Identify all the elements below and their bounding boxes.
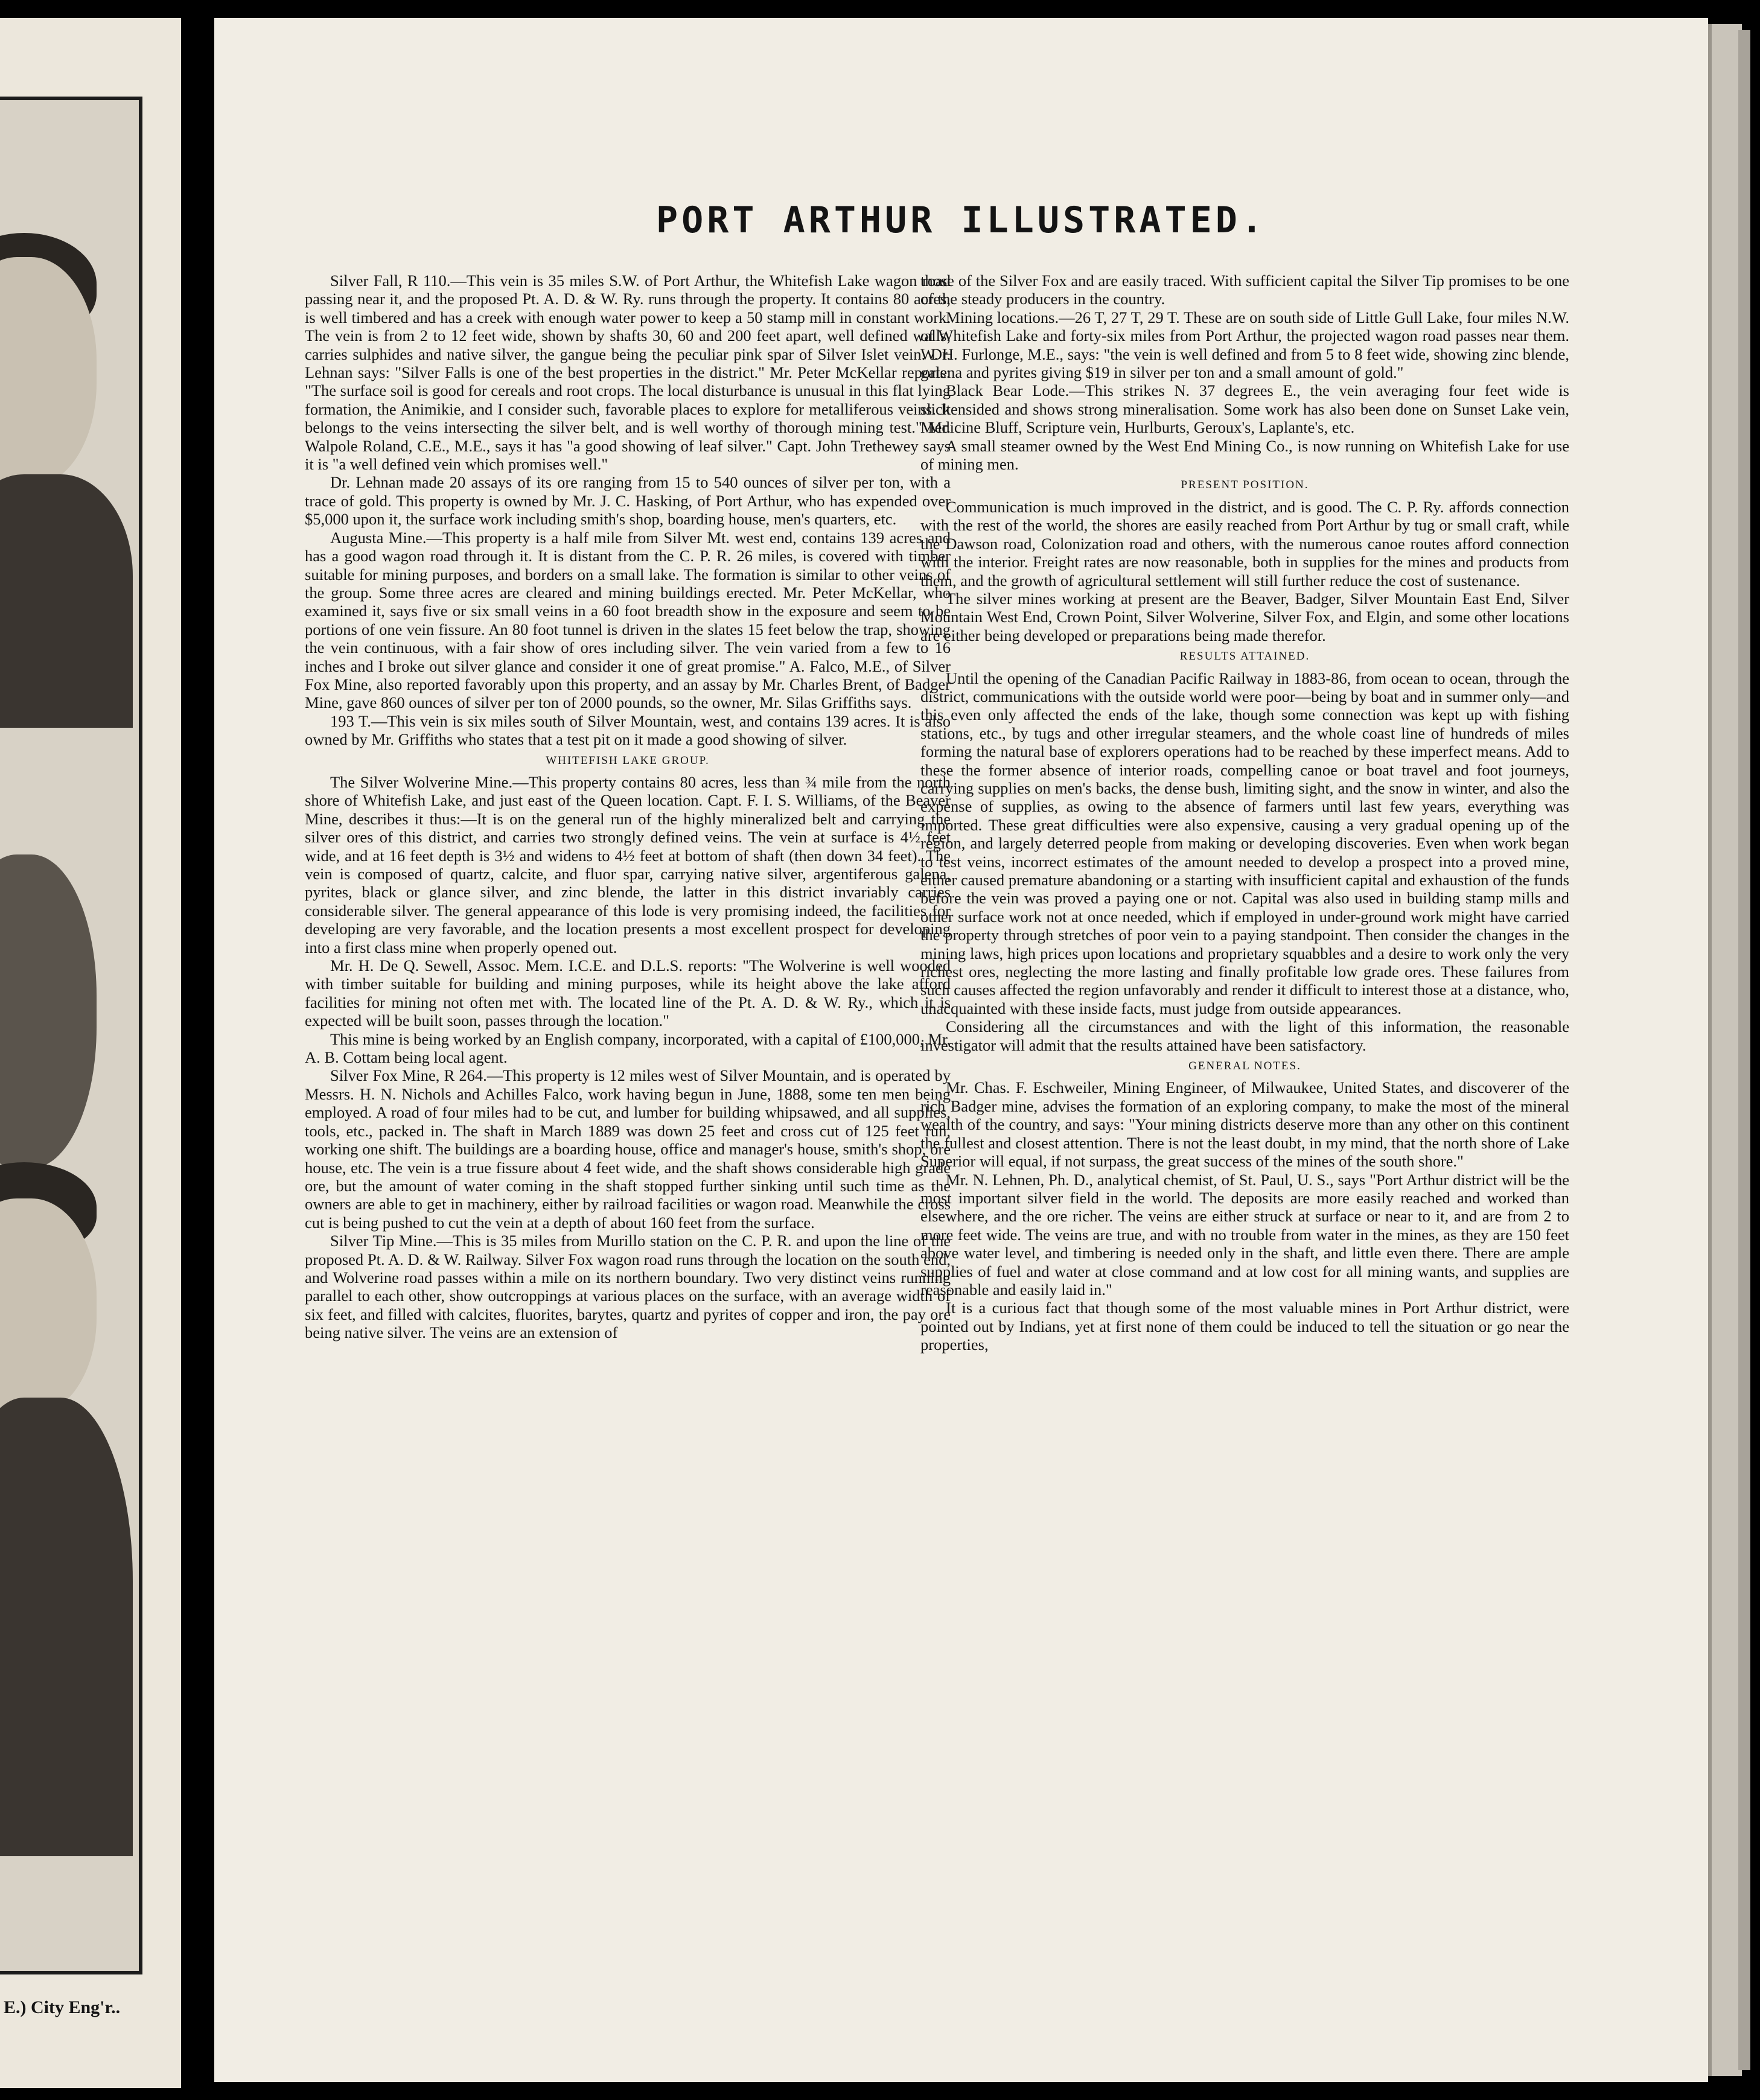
page-stack-edge (1708, 24, 1742, 2076)
paragraph: Communication is much improved in the district, and is good. The C. P. Ry. affords connection with the rest of the world, the shores are easily reached from Port Arthur by tug or small craft, while the Dawson road, Colonization road and others, with the numerous canoe routes afford connection with the interior. Freight rates are now reasonable, both in supplies for the mines and products from them, and the growth of agricultural settlement will still further reduce the cost of sustenance. (920, 497, 1569, 590)
paragraph: Silver Tip Mine.—This is 35 miles from Murillo station on the C. P. R. and upon the line of the proposed Pt. A. D. & W. Railway. Silver Fox wagon road runs through the location on the south end, and Wolverine road passes within a mile on its northern boundary. Two very distinct veins running parallel to each other, show outcroppings at various places on the surface, with an average width of six feet, and filled with calcites, fluorites, barytes, quartz and pyrites of copper and iron, the pay ore being native silver. The veins are an extension of (305, 1232, 951, 1342)
paragraph: This mine is being worked by an English company, incorporated, with a capital of £100,000, Mr. A. B. Cottam being local agent. (305, 1029, 951, 1067)
section-heading: PRESENT POSITION. (1181, 479, 1309, 492)
paragraph: Until the opening of the Canadian Pacific Railway in 1883-86, from ocean to ocean, through the district, communications with the outside world were poor—being by boat and in summer only—and this even only affected the ends of the lake, though some connection was kept up with fishing stations, etc., by tugs and other irregular steamers, and the whole coast line of hundreds of miles forming the natural base of explorers operations had to be reached by these imperfect means. Add to these the former absence of interior roads, compelling canoe or boat travel and foot journeys, carrying supplies on men's backs, the dense bush, limiting sight, and the snow in winter, and also the expense of supplies, as owing to the absence of farmers until last few years, everything was imported. These great difficulties were also expensive, causing a very gradual opening up of the region, and largely deterred people from making or developing discoveries. Even when work began to test veins, incorrect estimates of the amount needed to develop a prospect into a proved mine, either caused premature abandoning or a starting with insufficient capital and exhaustion of the funds before the vein was proved a paying one or not. Capital was also used in building stamp mills and other surface work not at once needed, which if employed in under-ground work might have carried the property through stretches of poor vein to a paying standpoint. Then consider the changes in the mining laws, high prices upon locations and proprietary squabbles and a desire to work only the very richest ores, neglecting the more lasting and finally profitable low grade ores. These failures from such causes affected the region unfavorably and render it difficult to interest those at a distance, who, unacquainted with these inside facts, must judge from outside appearances. (920, 669, 1569, 1017)
paragraph: Dr. Lehnan made 20 assays of its ore ranging from 15 to 540 ounces of silver per ton, with a trace of gold. This property is owned by Mr. J. C. Hasking, of Port Arthur, who has expended over $5,000 upon it, the surface work including smith's shop, boarding house, men's quarters, etc. (305, 473, 951, 529)
paragraph: It is a curious fact that though some of the most valuable mines in Port Arthur district, were pointed out by Indians, yet at first none of them could be induced to tell the situation or go near the properties, (920, 1299, 1569, 1354)
text-column-left (305, 272, 951, 1342)
photo-caption-fragment: E.) City Eng'r.. (4, 1997, 121, 2017)
paragraph: Augusta Mine.—This property is a half mile from Silver Mt. west end, contains 139 acres and has a good wagon road through it. It is distant from the C. P. R. 26 miles, is covered with timber suitable for mining purposes, and borders on a small lake. The formation is similar to other veins of the group. Some three acres are cleared and mining buildings erected. Mr. Peter McKellar, who examined it, says five or six small veins in a 60 foot breadth show in the exposure and seem to be portions of one vein fissure. An 80 foot tunnel is driven in the slates 15 feet below the trap, showing the vein continuous, with a fair show of ores including silver. The vein varied from a few to 16 inches and I broke out silver glance and consider it one of great promise." A. Falco, M.E., of Silver Fox Mine, also reported favorably upon this property, and an assay by Mr. Charles Brent, of Badger Mine, gave 860 ounces of silver per ton of 2000 pounds, so the owner, Mr. Silas Griffiths says. (305, 528, 951, 712)
portrait-middle (0, 854, 97, 1168)
paragraph: those of the Silver Fox and are easily traced. With sufficient capital the Silver Tip promises to be one of the steady producers in the country. (920, 272, 1569, 308)
paragraph: Mr. N. Lehnen, Ph. D., analytical chemist, of St. Paul, U. S., says "Port Arthur district will be the most important silver field in the world. The deposits are more easily reached and worked than elsewhere, and the ore richer. The veins are either struck at surface or near to it, and are from 2 to more feet wide. The veins are true, and with no trouble from water in the mines, as they are 150 feet above water level, and timbering is needed only in the shaft, and little even there. There are ample supplies of fuel and water at close command and at low cost for all mining wants, and supplies are reasonable and easily laid in." (920, 1170, 1569, 1299)
paragraph: The silver mines working at present are the Beaver, Badger, Silver Mountain East End, Silver Mountain West End, Crown Point, Silver Wolverine, Silver Fox, and Elgin, and some other locations are either being developed or preparations being made therefor. (920, 589, 1569, 644)
paragraph: Mr. Chas. F. Eschweiler, Mining Engineer, of Milwaukee, United States, and discoverer of the rich Badger mine, advises the formation of an exploring company, to make the most of the mineral wealth of the country, and says: "Your mining districts deserve more than any other on this continent the fullest and closest attention. There is not the least doubt, in my mind, that the north shore of Lake Superior will equal, if not surpass, the great success of the mines of the south shore." (920, 1078, 1569, 1171)
paragraph: 193 T.—This vein is six miles south of Silver Mountain, west, and contains 139 acres. It is also owned by Mr. Griffiths who states that a test pit on it made a good showing of silver. (305, 711, 951, 749)
paragraph: Considering all the circumstances and with the light of this information, the reasonable investigator will admit that the results attained have been satisfactory. (920, 1017, 1569, 1054)
text-column-right (920, 272, 1569, 1354)
newspaper-page (214, 18, 1708, 2082)
paragraph: Silver Fall, R 110.—This vein is 35 miles S.W. of Port Arthur, the Whitefish Lake wagon road passing near it, and the proposed Pt. A. D. & W. Ry. runs through the property. It contains 80 acres, is well timbered and has a creek with enough water power to keep a 50 stamp mill in constant work. The vein is from 2 to 12 feet wide, shown by shafts 30, 60 and 200 feet apart, well defined walls, carries sulphides and native silver, the gangue being the peculiar pink spar of Silver Islet vein. Dr. Lehnan says: "Silver Falls is one of the best properties in the district." Mr. Peter McKellar reports: "The surface soil is good for cereals and root crops. The local disturbance is unusual in this flat lying formation, the Animikie, and I consider such, favorable places to explore for metalliferous veins. It belongs to the veins intersecting the silver belt, and is well worthy of thorough mining test." Mr. Walpole Roland, C.E., M.E., says it has "a good showing of leaf silver." Capt. John Trethewey says it is "a well defined vein which promises well." (305, 272, 951, 474)
paragraph: Black Bear Lode.—This strikes N. 37 degrees E., the vein averaging four feet wide is slickensided and shows strong mineralisation. Some work has also been done on Sunset Lake vein, Medicine Bluff, Scripture vein, Hurlburts, Geroux's, Laplante's, etc. (920, 381, 1569, 437)
page-stack-edge-outer (1738, 30, 1750, 2070)
portrait-lower-coat (0, 1398, 133, 1856)
section-heading: WHITEFISH LAKE GROUP. (546, 754, 710, 767)
adjacent-page-fragment (0, 18, 181, 2088)
portrait-upper-coat (0, 474, 133, 728)
section-heading: GENERAL NOTES. (1188, 1060, 1301, 1073)
paragraph: Mr. H. De Q. Sewell, Assoc. Mem. I.C.E. and D.L.S. reports: "The Wolverine is well wooded with timber suitable for building and mining purposes, while its height above the lake afford facilities for mining not often met with. The located line of the Pt. A. D. & W. Ry., which it is expected will be built soon, passes through the location." (305, 956, 951, 1030)
section-heading: RESULTS ATTAINED. (1179, 650, 1310, 663)
paragraph: Silver Fox Mine, R 264.—This property is 12 miles west of Silver Mountain, and is operated by Messrs. H. N. Nichols and Achilles Falco, work having begun in June, 1888, some ten men being employed. A road of four miles had to be cut, and lumber for building whipsawed, and all supplies, tools, etc., packed in. The shaft in March 1889 was down 25 feet and cross cut of 125 feet run, working one shift. The buildings are a boarding house, office and manager's house, smith's shop, ore house, etc. The vein is a true fissure about 4 feet wide, and the shaft shows considerable high grade ore, but the amount of water coming in the shaft stopped further sinking until such time as the owners are able to get in machinery, either by railroad facilities or wagon road. Meanwhile the cross cut is being pushed to cut the vein at a depth of about 160 feet from the surface. (305, 1066, 951, 1232)
page-title: PORT ARTHUR ILLUSTRATED. (656, 199, 1266, 241)
portrait-photo-frame (0, 97, 142, 1974)
paragraph: Mining locations.—26 T, 27 T, 29 T. These are on south side of Little Gull Lake, four miles N.W. of Whitefish Lake and forty-six miles from Port Arthur, the projected wagon road passes near them. W. H. Furlonge, M.E., says: "the vein is well defined and from 5 to 8 feet wide, showing zinc blende, galena and pyrites giving $19 in silver per ton and a small amount of gold." (920, 308, 1569, 382)
paragraph: The Silver Wolverine Mine.—This property contains 80 acres, less than ¾ mile from the north shore of Whitefish Lake, and just east of the Queen location. Capt. F. I. S. Williams, of the Beaver Mine, describes it thus:—It is on the general run of the highly mineralized belt and carrying the silver ores of this district, and carries two strongly defined veins. The vein at surface is 4½ feet wide, and at 16 feet depth is 3½ and widens to 4½ feet at bottom of shaft (then down 34 feet). The vein is composed of quartz, calcite, and fluor spar, carrying native silver, argentiferous galena, pyrites, black or glance silver, and zinc blende, the latter in this district invariably carries considerable silver. The general appearance of this lode is very promising indeed, the facilities for developing are very favorable, and the location presents a most excellent prospect for developing into a first class mine when properly opened out. (305, 772, 951, 956)
paragraph: A small steamer owned by the West End Mining Co., is now running on Whitefish Lake for use of mining men. (920, 436, 1569, 474)
